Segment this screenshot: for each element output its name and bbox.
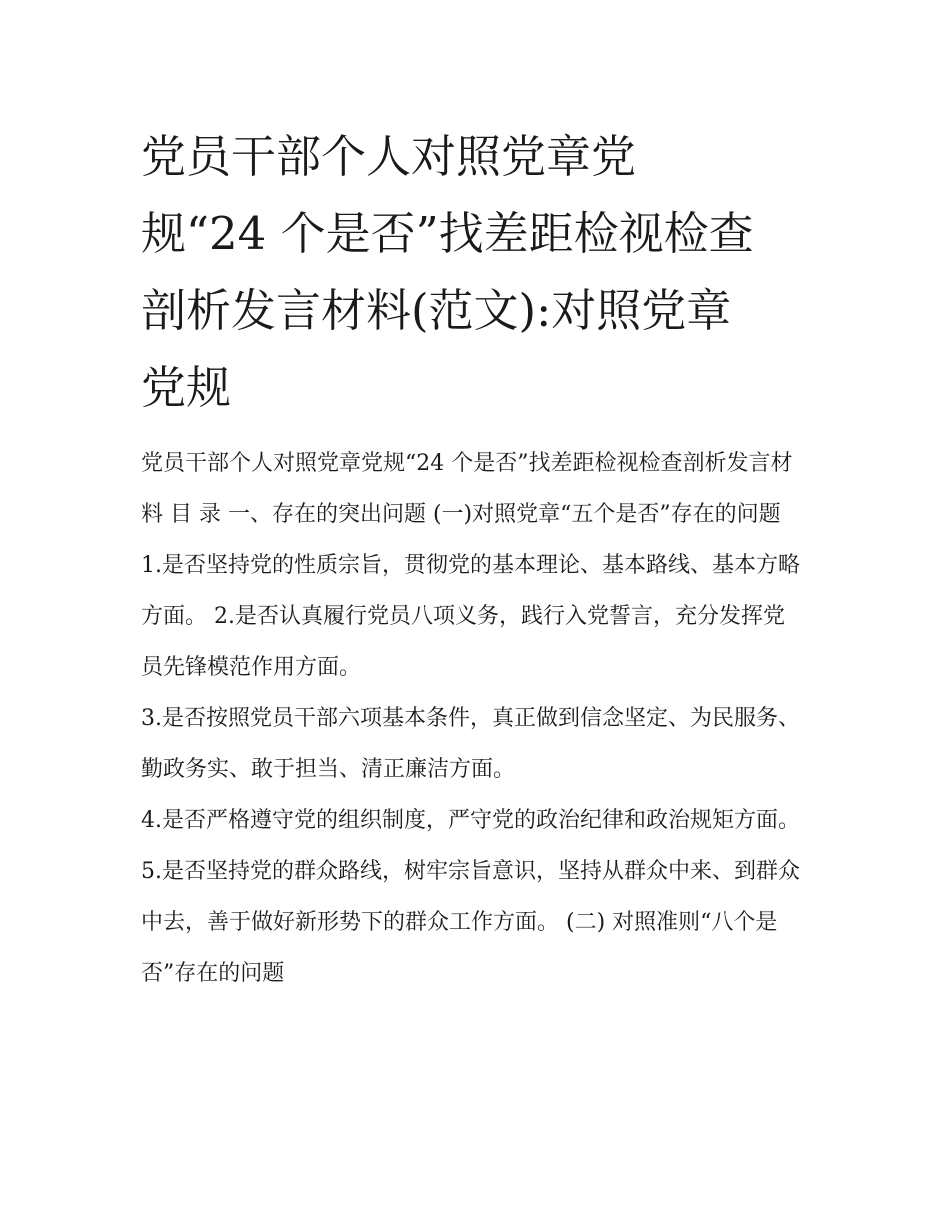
paragraph-intro: 党员干部个人对照党章党规“24 个是否”找差距检视检查剖析发言材料 目 录 一、存在的突出问题 (一)对照党章“五个是否”存在的问题 (141, 451, 793, 527)
document-page (141, 118, 806, 999)
document-body (141, 438, 806, 999)
document-title (141, 118, 806, 426)
paragraph-item-3: 3.是否按照党员干部六项基本条件，真正做到信念坚定、为民服务、勤政务实、敢于担当、清正廉洁方面。 (141, 706, 800, 782)
title-line-4: 党规 (141, 361, 232, 414)
paragraph-item-5: 5.是否坚持党的群众路线，树牢宗旨意识，坚持从群众中来、到群众中去，善于做好新形势下的群众工作方面。 (二) 对照准则“八个是否”存在的问题 (141, 859, 800, 986)
paragraph-item-1-2: 1.是否坚持党的性质宗旨，贯彻党的基本理论、基本路线、基本方略方面。 2.是否认真履行党员八项义务，践行入党誓言，充分发挥党员先锋模范作用方面。 (141, 553, 800, 680)
title-line-2: 规“24 个是否”找差距检视检查 (141, 207, 754, 260)
paragraph-item-4: 4.是否严格遵守党的组织制度，严守党的政治纪律和政治规矩方面。 (141, 808, 800, 833)
title-line-3: 剖析发言材料(范文):对照党章 (141, 284, 732, 337)
title-line-1: 党员干部个人对照党章党 (141, 130, 637, 183)
